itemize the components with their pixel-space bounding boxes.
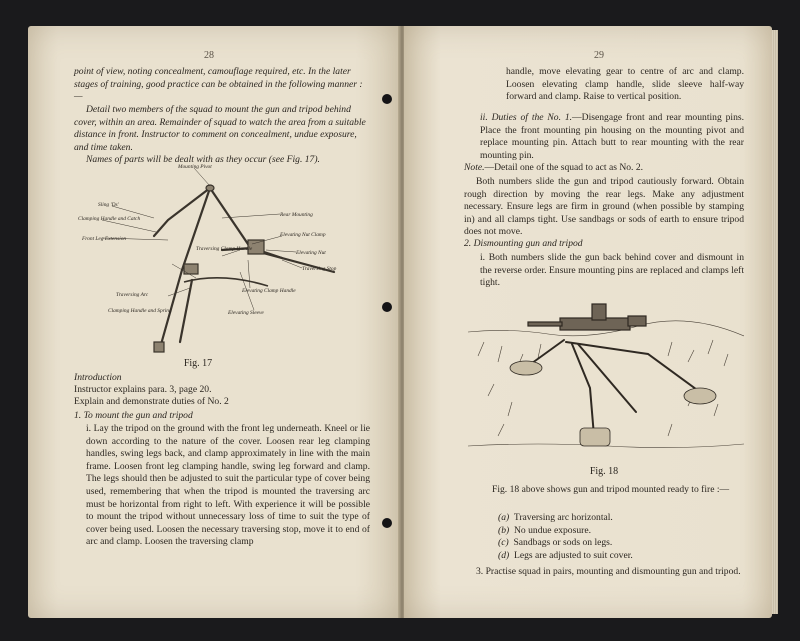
list-item: [498, 550, 744, 563]
page-number-right: 29: [594, 50, 604, 61]
note-label: Note.: [464, 162, 485, 173]
list-text: Sandbags or sods on legs.: [513, 537, 613, 549]
fig18-caption: Fig. 18: [589, 466, 619, 477]
page-edges: [772, 30, 778, 614]
label-clamping-handle-spring: Clamping Handle and Spring: [108, 308, 172, 314]
label-elevating-clamp-handle: Elevating Clamp Handle: [242, 288, 296, 294]
sandbag: [510, 361, 542, 375]
intro-paragraph: point of view, noting concealment, camouflage required, etc. In the later stages of training, good practice can be obtained in the following manner :—: [74, 66, 363, 103]
continuation-text: handle, move elevating gear to centre of arc and clamp. Loosen elevating clamp handle, slide sleeve half-way forward and clamp. Raise to vertical position.: [506, 66, 744, 103]
gun-barrel: [528, 322, 562, 326]
duties-text: —Disengage front and rear mounting pins. Place the front mounting pin housing on the mounting pivot and replace mounting pin. Attach butt to rear mounting with the rear mounting pin.: [480, 112, 744, 161]
list-marker: (a): [498, 512, 510, 523]
label-traversing-stop: Traversing Stop: [302, 266, 337, 272]
intro-line-2: Explain and demonstrate duties of No. 2: [74, 396, 229, 407]
section-1-heading: 1. To mount the gun and tripod: [74, 410, 193, 421]
note-paragraph: [464, 162, 744, 175]
label-elevating-nut: Elevating Nut: [296, 250, 326, 256]
fig18-gun-sketch: [468, 296, 744, 466]
label-elevating-sleeve: Elevating Sleeve: [228, 310, 264, 316]
introduction-heading: Introduction: [74, 372, 122, 383]
section-1-text: i. Lay the tripod on the ground with the front leg underneath. Kneel or lie down according to the nature of the cover. Loosen rear leg clamping handles, swing legs back, and clamp approximately in line with the main frame. Loosen front leg clamping handle, swing leg forward and clamp. The legs should then be adjusted to suit the particular type of cover being used, remembering that when the tripod is mounted the traversing arc must be horizontal from right to left. With experience it will be possible to mount the tripod without unnecessary loss of time to suit the type of cover being used. Loosen the necessary traversing stop, move it to end of arc and clamp. Loosen the traversing clamp: [86, 423, 370, 548]
magazine: [592, 304, 606, 320]
open-book: [28, 26, 772, 618]
list-marker: (c): [498, 537, 509, 549]
list-item: [498, 525, 744, 538]
list-text: Legs are adjusted to suit cover.: [513, 549, 633, 561]
label-elevating-nut-clamp: Elevating Nut Clamp: [280, 232, 326, 238]
butt: [628, 316, 646, 326]
both-numbers-paragraph: Both numbers slide the gun and tripod cautiously forward. Obtain rough direction by moving the rear legs. Make any adjustment necessary. Ensure legs are firm in ground (when possible by stamping in) and all clamps tight. Use sandbags or sods of earth to ensure tripod does not move.: [464, 176, 744, 238]
duties-label: ii. Duties of the No. 1.: [480, 112, 573, 123]
section-3-text: 3. Practise squad in pairs, mounting and dismounting gun and tripod.: [476, 566, 741, 577]
label-rear-mounting: Rear Mounting: [280, 212, 313, 218]
label-front-leg-extension: Front Leg Extension: [82, 236, 127, 242]
intro-line-1: Instructor explains para. 3, page 20.: [74, 384, 212, 395]
right-page: [404, 26, 772, 618]
list-text: Traversing arc horizontal.: [513, 512, 613, 523]
note-text: —Detail one of the squad to act as No. 2.: [484, 162, 644, 173]
rear-leg-right: [210, 188, 334, 272]
list-marker: (b): [498, 524, 510, 536]
binding-hole: [382, 94, 392, 104]
list-item: [498, 512, 744, 525]
section-2-text: i. Both numbers slide the gun back behind cover and dismount in the reverse order. Ensure mounting pins are replaced and clamps left tight.: [480, 252, 744, 289]
conditions-list: [498, 512, 744, 562]
label-traversing-arc: Traversing Arc: [116, 292, 149, 298]
duties-paragraph: [480, 112, 744, 162]
fig17-caption: Fig. 17: [183, 358, 213, 369]
label-sling-ds: Sling 'Ds': [98, 202, 119, 208]
label-mounting-pivot: Mounting Pivot: [178, 164, 212, 170]
sandbag: [684, 388, 716, 404]
label-clamping-handle-catch: Clamping Handle and Catch: [78, 216, 141, 222]
page-number-left: 28: [204, 50, 214, 61]
binding-hole: [382, 518, 392, 528]
fig17-tripod-diagram: [72, 160, 372, 362]
fig18-intro: Fig. 18 above shows gun and tripod mounted ready to fire :—: [492, 484, 730, 495]
sandbag: [580, 428, 610, 446]
label-traversing-clamp-handle: Traversing Clamp Handle: [196, 246, 253, 252]
list-marker: (d): [498, 549, 510, 561]
left-page: [28, 26, 400, 618]
names-paragraph: Names of parts will be dealt with as they occur (see Fig. 17).: [86, 154, 320, 165]
section-2-heading: 2. Dismounting gun and tripod: [464, 238, 583, 249]
detail-paragraph: Detail two members of the squad to mount the gun and tripod behind cover, within an area. Remainder of squad to watch the area from a suitable distance in front. Instructor to comment on concealment, undue exposure, and time taken.: [74, 104, 366, 153]
list-text: No undue exposure.: [513, 524, 591, 536]
binding-hole: [382, 302, 392, 312]
list-item: [498, 537, 744, 550]
traversing-arc-line: [184, 278, 268, 286]
